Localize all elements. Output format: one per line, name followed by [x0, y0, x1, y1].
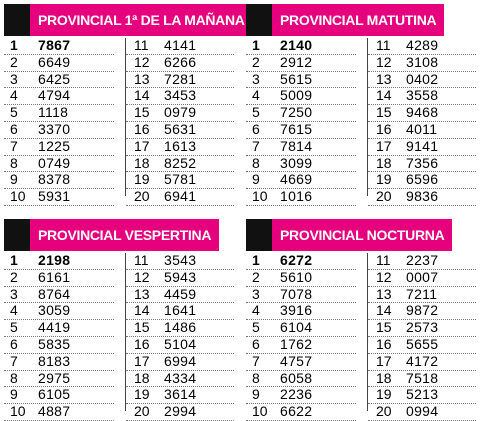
result-row: [4, 156, 114, 173]
result-number: 8378: [38, 171, 71, 188]
result-row: [126, 337, 234, 354]
panel-title: PROVINCIAL MATUTINA: [272, 4, 444, 36]
result-number: 7518: [406, 369, 439, 386]
result-number: 2140: [280, 37, 313, 53]
result-position: 10: [10, 403, 26, 420]
right-column: [367, 37, 476, 205]
result-row: [246, 354, 356, 371]
result-position: 9: [10, 386, 18, 403]
result-position: 12: [376, 268, 392, 285]
result-row: [126, 189, 234, 206]
result-number: 3108: [406, 53, 439, 70]
result-row: [368, 139, 476, 156]
result-position: 2: [10, 53, 18, 70]
result-number: 9836: [406, 188, 439, 205]
result-number: 1641: [164, 302, 197, 319]
result-row: [4, 172, 114, 189]
result-row: [4, 105, 114, 122]
right-column: [367, 252, 476, 420]
result-position: 5: [252, 319, 260, 336]
result-number: 7615: [280, 120, 313, 137]
result-row: [126, 122, 234, 139]
result-row-top: [4, 253, 114, 270]
result-row-top: [4, 38, 114, 55]
result-position: 11: [134, 37, 149, 53]
results-panel-matutina: [246, 4, 477, 205]
result-number: 6425: [38, 70, 71, 87]
result-position: 18: [134, 369, 150, 386]
result-row: [368, 189, 476, 206]
result-row: [246, 122, 356, 139]
result-position: 8: [252, 154, 260, 171]
result-number: 2236: [280, 386, 313, 403]
result-row: [4, 320, 114, 337]
result-number: 4334: [164, 369, 197, 386]
result-position: 7: [10, 352, 18, 369]
panel-header: [246, 4, 477, 36]
result-number: 5655: [406, 335, 439, 352]
result-row: [4, 287, 114, 304]
result-position: 14: [134, 87, 150, 104]
result-number: 2994: [164, 403, 197, 420]
results-columns: [246, 37, 477, 205]
result-position: 10: [252, 188, 268, 205]
result-number: 5104: [164, 335, 197, 352]
result-position: 6: [252, 120, 260, 137]
result-number: 2912: [280, 53, 313, 70]
result-position: 1: [10, 252, 18, 268]
result-position: 19: [376, 386, 392, 403]
result-number: 5835: [38, 335, 71, 352]
result-number: 6596: [406, 171, 439, 188]
result-number: 4172: [406, 352, 439, 369]
result-number: 7211: [406, 285, 438, 302]
result-number: 8764: [38, 285, 71, 302]
result-position: 4: [252, 302, 260, 319]
result-row: [368, 337, 476, 354]
result-row: [126, 88, 234, 105]
result-position: 5: [252, 104, 260, 121]
panel-header: [4, 4, 245, 36]
header-black-block: [4, 219, 30, 251]
result-row: [4, 72, 114, 89]
result-number: 2573: [406, 319, 439, 336]
result-position: 14: [376, 302, 392, 319]
result-position: 9: [252, 171, 260, 188]
result-number: 2975: [38, 369, 71, 386]
panel-title: PROVINCIAL NOCTURNA: [272, 219, 452, 251]
result-position: 16: [376, 120, 392, 137]
result-number: 4669: [280, 171, 313, 188]
result-position: 15: [134, 104, 150, 121]
result-row: [4, 303, 114, 320]
result-number: 3453: [164, 87, 197, 104]
result-position: 19: [376, 171, 392, 188]
result-position: 10: [252, 403, 268, 420]
result-row: [4, 88, 114, 105]
result-number: 4459: [164, 285, 197, 302]
result-row: [246, 139, 356, 156]
result-position: 7: [252, 137, 260, 154]
result-number: 1486: [164, 319, 197, 336]
result-row: [4, 270, 114, 287]
panel-title: PROVINCIAL 1ª DE LA MAÑANA: [30, 4, 253, 36]
result-row: [4, 337, 114, 354]
result-row: [126, 55, 234, 72]
result-position: 13: [376, 70, 392, 87]
result-position: 1: [10, 37, 18, 53]
result-row: [246, 105, 356, 122]
result-number: 9872: [406, 302, 439, 319]
result-number: 5631: [164, 120, 197, 137]
result-position: 14: [376, 87, 392, 104]
result-position: 6: [10, 335, 18, 352]
header-black-block: [4, 4, 30, 36]
result-number: 4794: [38, 87, 71, 104]
result-position: 5: [10, 319, 18, 336]
result-position: 1: [252, 252, 260, 268]
result-position: 11: [376, 252, 391, 268]
result-position: 9: [252, 386, 260, 403]
result-position: 18: [134, 154, 150, 171]
result-number: 1225: [38, 137, 71, 154]
result-position: 12: [376, 53, 392, 70]
result-number: 6104: [280, 319, 313, 336]
result-number: 2237: [406, 252, 439, 268]
result-row: [126, 270, 234, 287]
result-row: [368, 172, 476, 189]
result-row: [246, 303, 356, 320]
result-number: 3916: [280, 302, 313, 319]
result-number: 6105: [38, 386, 71, 403]
result-row: [126, 387, 234, 404]
result-row: [4, 354, 114, 371]
result-position: 5: [10, 104, 18, 121]
result-number: 4141: [164, 37, 197, 53]
result-position: 11: [376, 37, 391, 53]
result-number: 3614: [164, 386, 197, 403]
result-position: 11: [134, 252, 149, 268]
result-row: [126, 139, 234, 156]
result-row: [246, 189, 356, 206]
result-row: [368, 253, 476, 270]
result-row: [246, 371, 356, 388]
result-position: 16: [134, 120, 150, 137]
result-position: 17: [134, 352, 150, 369]
result-row: [126, 253, 234, 270]
result-position: 13: [134, 70, 150, 87]
result-position: 17: [376, 352, 392, 369]
result-position: 16: [376, 335, 392, 352]
result-row: [246, 172, 356, 189]
result-position: 7: [252, 352, 260, 369]
result-position: 3: [252, 285, 260, 302]
result-position: 3: [252, 70, 260, 87]
result-row: [246, 337, 356, 354]
result-position: 2: [252, 268, 260, 285]
result-number: 3099: [280, 154, 313, 171]
result-position: 1: [252, 37, 260, 53]
result-position: 9: [10, 171, 18, 188]
result-number: 9141: [406, 137, 439, 154]
result-row: [368, 38, 476, 55]
result-row: [126, 354, 234, 371]
results-columns: [4, 252, 235, 420]
result-position: 15: [134, 319, 150, 336]
result-number: 7867: [38, 37, 71, 53]
result-row: [246, 88, 356, 105]
result-number: 5610: [280, 268, 313, 285]
results-panel-nocturna: [246, 219, 477, 420]
result-number: 0979: [164, 104, 197, 121]
result-number: 1016: [280, 188, 313, 205]
result-number: 7281: [164, 70, 197, 87]
result-position: 10: [10, 188, 26, 205]
result-number: 6649: [38, 53, 71, 70]
result-position: 8: [10, 369, 18, 386]
result-position: 12: [134, 53, 150, 70]
result-position: 2: [10, 268, 18, 285]
result-number: 6941: [164, 188, 197, 205]
result-row: [126, 287, 234, 304]
result-number: 0402: [406, 70, 439, 87]
result-number: 8252: [164, 154, 197, 171]
header-black-block: [246, 219, 272, 251]
result-position: 4: [10, 302, 18, 319]
result-row: [126, 320, 234, 337]
result-number: 0994: [406, 403, 439, 420]
result-row: [126, 172, 234, 189]
result-position: 4: [252, 87, 260, 104]
result-number: 0749: [38, 154, 71, 171]
result-number: 4887: [38, 403, 71, 420]
result-row-top: [246, 253, 356, 270]
header-black-block: [246, 4, 272, 36]
result-row: [4, 189, 114, 206]
panel-title: PROVINCIAL VESPERTINA: [30, 219, 219, 251]
left-column: [4, 37, 114, 205]
right-column: [125, 252, 234, 420]
result-number: 0007: [406, 268, 439, 285]
result-number: 5781: [164, 171, 197, 188]
result-row: [246, 55, 356, 72]
result-row: [368, 156, 476, 173]
result-position: 18: [376, 154, 392, 171]
result-row: [368, 88, 476, 105]
result-position: 6: [252, 335, 260, 352]
result-number: 4289: [406, 37, 439, 53]
result-position: 17: [376, 137, 392, 154]
result-number: 4419: [38, 319, 71, 336]
result-row-top: [246, 38, 356, 55]
result-number: 3370: [38, 120, 71, 137]
result-row: [368, 270, 476, 287]
result-position: 15: [376, 319, 392, 336]
result-number: 6272: [280, 252, 313, 268]
result-position: 18: [376, 369, 392, 386]
result-number: 5615: [280, 70, 313, 87]
result-row: [126, 38, 234, 55]
result-row: [4, 55, 114, 72]
result-row: [4, 371, 114, 388]
result-number: 7078: [280, 285, 313, 302]
right-column: [125, 37, 234, 205]
result-number: 4757: [280, 352, 313, 369]
result-position: 14: [134, 302, 150, 319]
result-row: [4, 387, 114, 404]
result-number: 5009: [280, 87, 313, 104]
result-number: 6994: [164, 352, 197, 369]
result-row: [4, 122, 114, 139]
results-columns: [246, 252, 477, 420]
result-number: 4011: [406, 120, 438, 137]
result-position: 3: [10, 70, 18, 87]
panel-header: [4, 219, 235, 251]
panel-header: [246, 219, 477, 251]
result-number: 9468: [406, 104, 439, 121]
result-row: [368, 287, 476, 304]
results-panel-manana: [4, 4, 245, 205]
result-position: 19: [134, 171, 150, 188]
result-position: 8: [252, 369, 260, 386]
result-row: [126, 72, 234, 89]
result-number: 3543: [164, 252, 197, 268]
result-position: 6: [10, 120, 18, 137]
result-number: 7250: [280, 104, 313, 121]
result-position: 15: [376, 104, 392, 121]
result-number: 3059: [38, 302, 71, 319]
result-row: [246, 387, 356, 404]
result-row: [126, 105, 234, 122]
result-position: 20: [134, 403, 150, 420]
left-column: [246, 252, 356, 420]
result-position: 20: [376, 403, 392, 420]
result-row: [368, 354, 476, 371]
result-row: [246, 287, 356, 304]
results-panel-vespertina: [4, 219, 235, 420]
result-position: 16: [134, 335, 150, 352]
result-row: [368, 320, 476, 337]
result-row: [368, 387, 476, 404]
result-row: [368, 55, 476, 72]
result-number: 1762: [280, 335, 313, 352]
result-number: 6058: [280, 369, 313, 386]
result-position: 7: [10, 137, 18, 154]
result-number: 2198: [38, 252, 71, 268]
result-number: 1613: [164, 137, 197, 154]
result-row: [368, 72, 476, 89]
result-position: 17: [134, 137, 150, 154]
result-number: 8183: [38, 352, 71, 369]
result-number: 5213: [406, 386, 439, 403]
result-position: 20: [134, 188, 150, 205]
result-position: 13: [134, 285, 150, 302]
result-row: [126, 303, 234, 320]
result-position: 8: [10, 154, 18, 171]
result-position: 3: [10, 285, 18, 302]
left-column: [4, 252, 114, 420]
result-number: 1118: [38, 104, 69, 121]
results-columns: [4, 37, 235, 205]
result-row: [126, 371, 234, 388]
result-position: 13: [376, 285, 392, 302]
result-number: 6622: [280, 403, 313, 420]
left-column: [246, 37, 356, 205]
result-row: [368, 303, 476, 320]
result-number: 7814: [280, 137, 313, 154]
result-number: 3558: [406, 87, 439, 104]
result-number: 6161: [38, 268, 71, 285]
result-row: [368, 105, 476, 122]
result-row: [246, 320, 356, 337]
result-row: [246, 156, 356, 173]
result-position: 12: [134, 268, 150, 285]
result-number: 7356: [406, 154, 439, 171]
result-row: [368, 122, 476, 139]
result-row: [126, 156, 234, 173]
result-row: [246, 72, 356, 89]
result-number: 5931: [38, 188, 71, 205]
result-number: 6266: [164, 53, 197, 70]
result-row: [368, 371, 476, 388]
result-row: [246, 270, 356, 287]
result-position: 2: [252, 53, 260, 70]
result-position: 19: [134, 386, 150, 403]
result-position: 20: [376, 188, 392, 205]
result-number: 5943: [164, 268, 197, 285]
result-position: 4: [10, 87, 18, 104]
result-row: [4, 139, 114, 156]
